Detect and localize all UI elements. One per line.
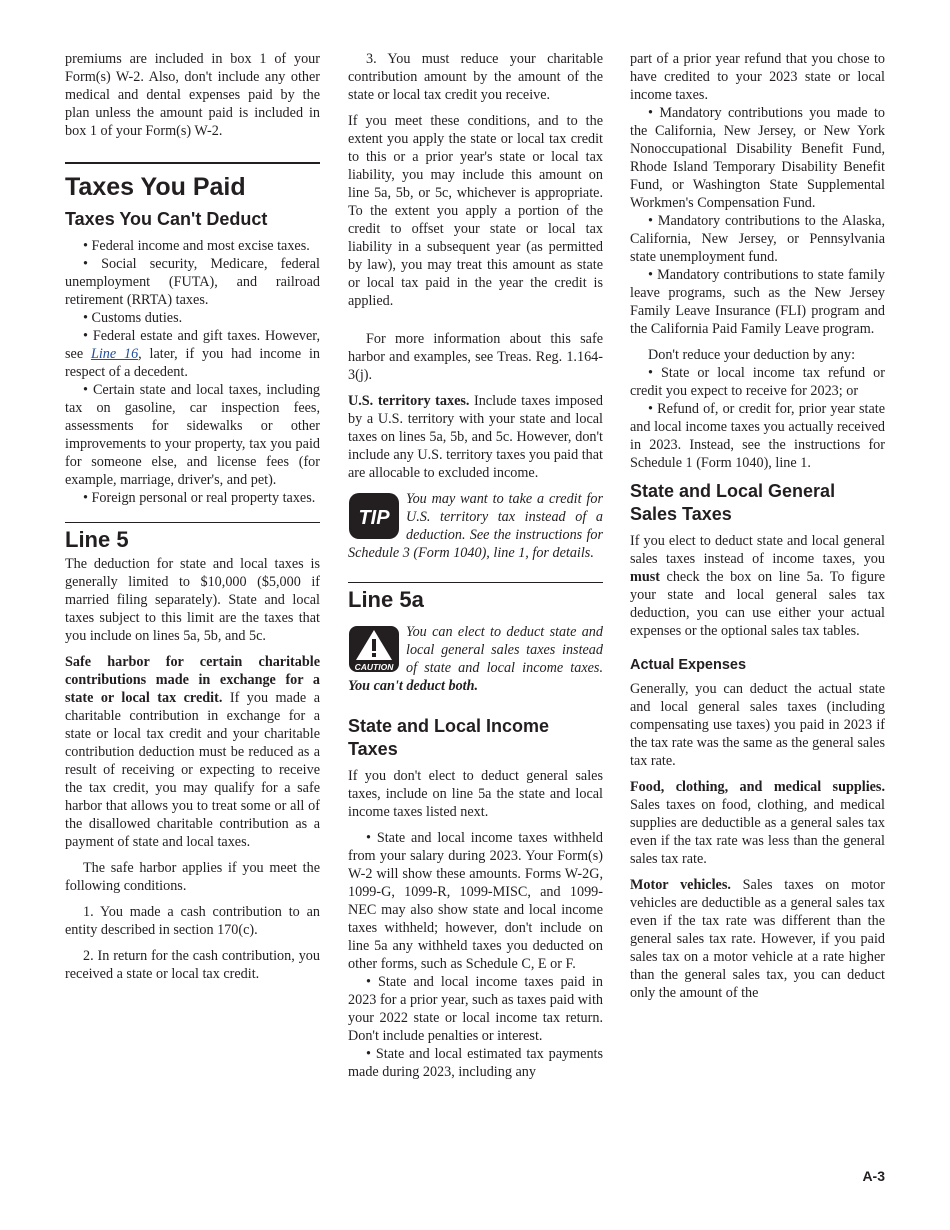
condition-3: 3. You must reduce your charitable contribution amount by the amount of the state or local tax credit you receive.	[348, 51, 603, 103]
territory-paragraph	[348, 392, 603, 482]
safe-harbor-applies: The safe harbor applies if you meet the following conditions.	[65, 860, 320, 894]
safe-harbor-lead: Safe harbor for certain charitable contributions made in exchange for a state or local tax credit.	[65, 654, 320, 706]
heading-taxes-you-cant-deduct: Taxes You Can't Deduct	[65, 209, 268, 229]
list-item: • State and local estimated tax payments made during 2023, including any	[348, 1045, 603, 1081]
list-item: • Mandatory contributions you made to the California, New Jersey, or New York Nonoccupational Disability Benefit Fund, Rhode Island Temporary Disability Benefit Fund, or Washington State Supplemental Workmen's Compensation Fund.	[630, 104, 885, 212]
list-item-text: , later, if you had income in respect of a decedent.	[65, 346, 320, 380]
caution-label: CAUTION	[354, 662, 394, 672]
list-item: • Foreign personal or real property taxes.	[65, 489, 320, 507]
section-line-5a	[348, 582, 603, 1081]
meet-conditions-paragraph: If you meet these conditions, and to the extent you apply the state or local tax credit to this or a prior year's state or local tax liability, you may include this amount on line 5a, 5b, or 5c, whichever is appropriate. To the extent you apply a portion of the credit to offset your state or local tax liability in a subsequent year (as permitted by law), you may treat this amount as state or local tax paid in the year the credit is applied.	[348, 113, 603, 309]
motor-vehicles-paragraph	[630, 876, 885, 1002]
heading-general-sales-taxes: State and Local General Sales Taxes	[630, 481, 836, 524]
sales-taxes-must: must	[630, 569, 660, 585]
list-item: • Refund of, or credit for, prior year state and local income taxes you actually received in 2023. Instead, see the instructions for Schedule 1 (Form 1040), line 1.	[630, 400, 885, 472]
heading-line-5: Line 5	[65, 527, 129, 552]
list-item: • Social security, Medicare, federal unemployment (FUTA), and railroad retirement (RRTA) taxes.	[65, 255, 320, 309]
safe-harbor-body: If you made a charitable contribution in exchange for a state or local tax credit and your charitable contribution deduction must be reduced as a result of receiving or expecting to receive the tax credit, you may qualify for a safe harbor that allows you to treat some or all of the disallowed charitable contribution as a payment of state and local taxes.	[65, 690, 320, 850]
condition-1: 1. You made a cash contribution to an entity described in section 170(c).	[65, 904, 320, 938]
safe-harbor-paragraph	[65, 653, 320, 851]
caution-callout	[348, 623, 603, 695]
sales-taxes-text: check the box on line 5a. To figure your state and local general sales tax deduction, you can use either your actual expenses or the optional sales tax tables.	[630, 569, 885, 639]
column-2	[348, 50, 603, 1081]
motor-vehicles-body: Sales taxes on motor vehicles are deductible as a general sales tax even if the tax rate was different than the general sales tax rate. However, if you paid sales tax on a motor vehicle at a rate higher than the general sales tax, you can deduct only the amount of the	[630, 877, 885, 1001]
tip-text: You may want to take a credit for U.S. territory tax instead of a deduction. See the instructions for Schedule 3 (Form 1040), line 1, for details.	[348, 491, 603, 561]
dont-reduce-paragraph: Don't reduce your deduction by any:	[648, 347, 856, 363]
section-taxes-you-paid	[65, 162, 320, 507]
list-item: • State or local income tax refund or credit you expect to receive for 2023; or	[630, 364, 885, 400]
heading-actual-expenses: Actual Expenses	[630, 657, 747, 673]
motor-vehicles-lead: Motor vehicles.	[630, 877, 731, 893]
tip-callout	[348, 490, 603, 562]
list-item: • Customs duties.	[65, 309, 320, 327]
territory-body: Include taxes imposed by a U.S. territory with your state and local taxes on lines 5a, 5b, and 5c. However, don't include any U.S. territory taxes you paid that are allocable to excluded income.	[348, 393, 603, 481]
tip-icon	[348, 492, 400, 540]
caution-text: You can elect to deduct state and local general sales taxes instead of state and local income taxes.	[406, 624, 603, 676]
heading-taxes-you-paid: Taxes You Paid	[65, 173, 246, 201]
page-number: A-3	[862, 1168, 885, 1184]
caution-bold-text: You can't deduct both.	[348, 678, 479, 694]
territory-lead: U.S. territory taxes.	[348, 393, 470, 409]
tip-label: TIP	[358, 507, 390, 529]
caution-icon	[348, 625, 400, 673]
intro-paragraph: premiums are included in box 1 of your Form(s) W-2. Also, don't include any other medical and dental expenses paid by the plan unless the amount paid is included in box 1 of your Form(s) W-2.	[65, 51, 320, 139]
continued-paragraph: part of a prior year refund that you chose to have credited to your 2023 state or local income taxes.	[630, 51, 885, 103]
heading-line-5a: Line 5a	[348, 587, 424, 612]
income-taxes-intro: If you don't elect to deduct general sales taxes, include on line 5a the state and local income taxes listed next.	[348, 768, 603, 820]
list-item: • Federal income and most excise taxes.	[65, 237, 320, 255]
food-clothing-lead: Food, clothing, and medical supplies.	[630, 779, 885, 795]
line-16-link[interactable]: Line 16	[90, 346, 139, 362]
list-item	[65, 327, 320, 381]
column-1	[65, 50, 320, 991]
list-item-text: Federal estate and gift taxes. However, see	[65, 328, 320, 362]
list-item: • Certain state and local taxes, including tax on gasoline, car inspection fees, assessments for sidewalks or other improvements to your property, tax you paid for someone else, and license fees (for example, marriage, driver's, and pet).	[65, 381, 320, 489]
list-item: • Mandatory contributions to state family leave programs, such as the New Jersey Family Leave Insurance (FLI) program and the California Paid Family Leave program.	[630, 266, 885, 338]
list-item: • Mandatory contributions to the Alaska, California, New Jersey, or Pennsylvania state unemployment fund.	[630, 212, 885, 266]
heading-state-local-income-taxes: State and Local Income Taxes	[348, 716, 550, 759]
food-clothing-body: Sales taxes on food, clothing, and medical supplies are deductible as a general sales tax even if the tax rate was less than the general sales tax rate.	[630, 797, 885, 867]
column-3	[630, 50, 885, 1010]
food-clothing-paragraph	[630, 778, 885, 868]
line-5-paragraph: The deduction for state and local taxes is generally limited to $10,000 ($5,000 if married filing separately). State and local taxes subject to this limit are the taxes that you include on lines 5a, 5b, and 5c.	[65, 556, 320, 644]
section-line-5	[65, 522, 320, 983]
list-item: • State and local income taxes withheld from your salary during 2023. Your Form(s) W-2 will show these amounts. Forms W-2G, 1099-G, 1099-R, 1099-MISC, and 1099-NEC may also show state and local income taxes withheld; however, don't include on line 5a any withheld taxes you deducted on other forms, such as Schedule C, E or F.	[348, 829, 603, 973]
actual-expenses-paragraph: Generally, you can deduct the actual state and local general sales taxes (including compensating use taxes) you paid in 2023 if the tax rate was the same as the general sales tax rate.	[630, 681, 885, 769]
more-info-paragraph: For more information about this safe harbor and examples, see Treas. Reg. 1.164-3(j).	[348, 331, 603, 383]
list-item: • State and local income taxes paid in 2023 for a prior year, such as taxes paid with your 2022 state or local income tax return. Don't include penalties or interest.	[348, 973, 603, 1045]
condition-2: 2. In return for the cash contribution, you received a state or local tax credit.	[65, 948, 320, 982]
sales-taxes-paragraph	[630, 532, 885, 640]
sales-taxes-text: If you elect to deduct state and local general sales taxes instead of income taxes, you	[630, 533, 885, 567]
